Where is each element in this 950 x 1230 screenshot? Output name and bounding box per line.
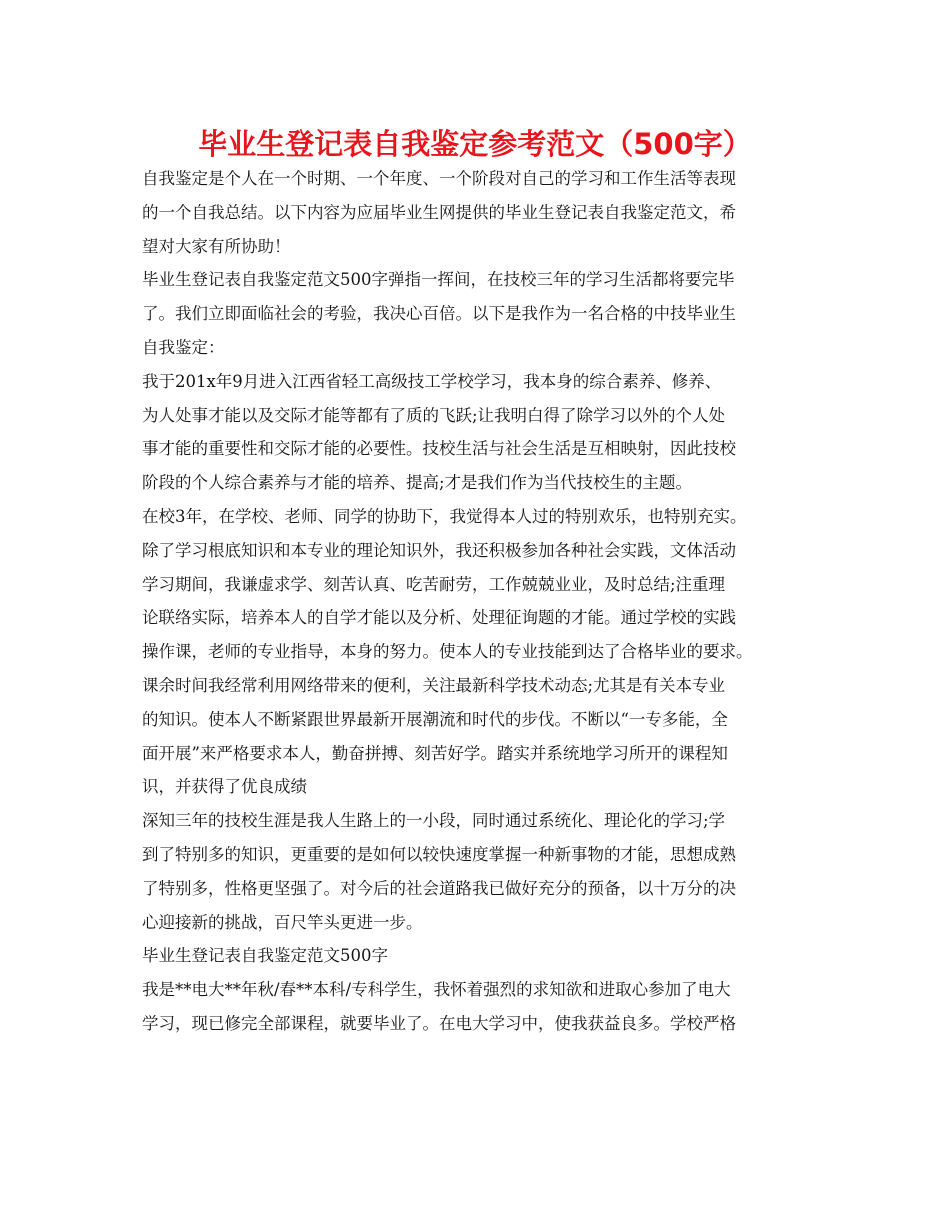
text-line: 学习期间，我谦虚求学、刻苦认真、吃苦耐劳，工作兢兢业业，及时总结;注重理 bbox=[142, 574, 726, 594]
document-title: 毕业生登记表自我鉴定参考范文（500字） bbox=[198, 127, 752, 161]
text-line: 深知三年的技校生涯是我人生路上的一小段，同时通过系统化、理论化的学习;学 bbox=[142, 811, 726, 831]
text-line: 心迎接新的挑战，百尺竿头更进一步。 bbox=[142, 912, 423, 932]
text-line: 识，并获得了优良成绩 bbox=[142, 777, 307, 797]
text-line: 望对大家有所协助！ bbox=[142, 236, 291, 256]
text-line: 的知识。使本人不断紧跟世界最新开展潮流和时代的步伐。不断以“一专多能，全 bbox=[142, 709, 728, 729]
text-line: 了。我们立即面临社会的考验，我决心百倍。以下是我作为一名合格的中技毕业生 bbox=[142, 304, 736, 324]
text-line: 学习，现已修完全部课程，就要毕业了。在电大学习中，使我获益良多。学校严格 bbox=[142, 1013, 736, 1033]
text-line: 事才能的重要性和交际才能的必要性。技校生活与社会生活是互相映射，因此技校 bbox=[142, 439, 736, 459]
text-line: 的一个自我总结。以下内容为应届毕业生网提供的毕业生登记表自我鉴定范文，希 bbox=[142, 202, 736, 222]
text-line: 我是**电大**年秋/春**本科/专科学生，我怀着强烈的求知欲和进取心参加了电大 bbox=[142, 980, 731, 1000]
text-line: 我于201x年9月进入江西省轻工高级技工学校学习，我本身的综合素养、修养、 bbox=[142, 371, 722, 391]
document-body bbox=[142, 162, 832, 1041]
text-line: 自我鉴定： bbox=[142, 337, 225, 357]
text-line: 阶段的个人综合素养与才能的培养、提高;才是我们作为当代技校生的主题。 bbox=[142, 473, 693, 493]
text-line: 除了学习根底知识和本专业的理论知识外，我还积极参加各种社会实践，文体活动 bbox=[142, 540, 736, 560]
text-line: 了特别多，性格更坚强了。对今后的社会道路我已做好充分的预备，以十万分的决 bbox=[142, 878, 736, 898]
text-line: 到了特别多的知识，更重要的是如何以较快速度掌握一种新事物的才能，思想成熟 bbox=[142, 844, 736, 864]
text-line: 自我鉴定是个人在一个时期、一个年度、一个阶段对自己的学习和工作生活等表现 bbox=[142, 169, 736, 188]
text-line: 面开展”来严格要求本人，勤奋拼搏、刻苦好学。踏实并系统地学习所开的课程知 bbox=[142, 743, 728, 763]
text-line: 为人处事才能以及交际才能等都有了质的飞跃;让我明白得了除学习以外的个人处 bbox=[142, 405, 726, 425]
text-line: 在校3年，在学校、老师、同学的协助下，我觉得本人过的特别欢乐，也特别充实。 bbox=[142, 506, 747, 526]
text-line: 毕业生登记表自我鉴定范文500字 bbox=[142, 946, 388, 966]
text-line: 课余时间我经常利用网络带来的便利，关注最新科学技术动态;尤其是有关本专业 bbox=[142, 675, 726, 695]
text-line: 毕业生登记表自我鉴定范文500字弹指一挥间，在技校三年的学习生活都将要完毕 bbox=[142, 270, 735, 290]
text-line: 操作课，老师的专业指导，本身的努力。使本人的专业技能到达了合格毕业的要求。 bbox=[142, 642, 753, 662]
text-line: 论联络实际，培养本人的自学才能以及分析、处理征询题的才能。通过学校的实践 bbox=[142, 608, 736, 628]
